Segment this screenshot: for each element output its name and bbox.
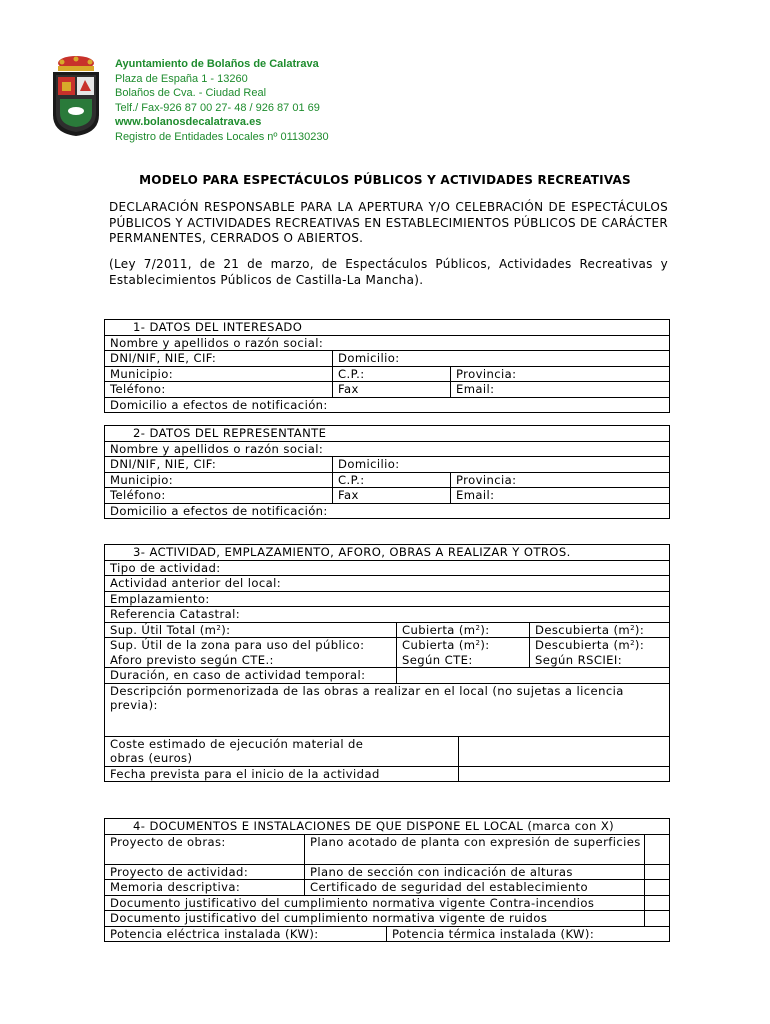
field-actividad-anterior[interactable]: Actividad anterior del local: xyxy=(105,576,670,592)
field-telefono[interactable]: Teléfono: xyxy=(105,382,333,398)
field-cp[interactable]: C.P.: xyxy=(333,366,451,382)
field-provincia[interactable]: Provincia: xyxy=(451,472,670,488)
field-potencia-electrica[interactable]: Potencia eléctrica instalada (KW): xyxy=(105,926,387,942)
field-referencia-catastral[interactable]: Referencia Catastral: xyxy=(105,607,670,623)
org-name: Ayuntamiento de Bolaños de Calatrava xyxy=(115,58,319,70)
field-potencia-termica[interactable]: Potencia térmica instalada (KW): xyxy=(387,926,670,942)
field-descubierta-1[interactable]: Descubierta $(m^2)$: xyxy=(530,622,670,638)
field-municipio[interactable]: Municipio: xyxy=(105,366,333,382)
doc-contraincendios: Documento justificativo del cumplimiento normativa vigente Contra-incendios xyxy=(105,895,645,911)
doc-plano-planta: Plano acotado de planta con expresión de superficies xyxy=(305,834,645,864)
field-provincia[interactable]: Provincia: xyxy=(451,366,670,382)
doc-memoria: Memoria descriptiva: xyxy=(105,880,305,896)
section-1-table xyxy=(104,319,670,413)
field-fax[interactable]: Fax xyxy=(333,382,451,398)
field-cubierta-1[interactable]: Cubierta $(m^2)$: xyxy=(397,622,530,638)
registry-line: Registro de Entidades Locales nº 01130230 xyxy=(115,130,329,143)
intro-paragraph: DECLARACIÓN RESPONSABLE PARA LA APERTURA Y/O CELEBRACIÓN DE ESPECTÁCULOS PÚBLICOS Y ACTIVIDADES RECREATIVAS EN ESTABLECIMIENTOS PÚBLICOS DE CARÁCTER PERMANENTES, CERRADOS O ABIERTOS. xyxy=(109,200,669,246)
municipal-crest-logo xyxy=(50,55,102,137)
checkbox-plano-planta[interactable] xyxy=(645,834,670,864)
field-tipo-actividad[interactable]: Tipo de actividad: xyxy=(105,560,670,576)
doc-proyecto-actividad: Proyecto de actividad: xyxy=(105,864,305,880)
field-aforo[interactable]: Aforo previsto según CTE.: xyxy=(105,653,397,668)
address-line-1: Plaza de España 1 - 13260 xyxy=(115,72,248,85)
field-cp[interactable]: C.P.: xyxy=(333,472,451,488)
field-descripcion-obras[interactable]: Descripción pormenorizada de las obras a realizar en el local (no sujetas a licencia previa): xyxy=(105,683,670,736)
doc-ruidos: Documento justificativo del cumplimiento normativa vigente de ruidos xyxy=(105,911,645,927)
field-notificacion[interactable]: Domicilio a efectos de notificación: xyxy=(105,503,670,519)
doc-plano-seccion: Plano de sección con indicación de alturas xyxy=(305,864,645,880)
section-3-table xyxy=(104,544,670,782)
field-email[interactable]: Email: xyxy=(451,488,670,504)
field-fax[interactable]: Fax xyxy=(333,488,451,504)
website-link[interactable]: www.bolanosdecalatrava.es xyxy=(115,116,262,129)
doc-proyecto-obras: Proyecto de obras: xyxy=(105,834,305,864)
field-domicilio[interactable]: Domicilio: xyxy=(333,351,670,367)
field-municipio[interactable]: Municipio: xyxy=(105,472,333,488)
section-3-heading: 3- ACTIVIDAD, EMPLAZAMIENTO, AFORO, OBRAS A REALIZAR Y OTROS. xyxy=(105,545,670,561)
field-email[interactable]: Email: xyxy=(451,382,670,398)
doc-certificado: Certificado de seguridad del establecimiento xyxy=(305,880,645,896)
field-cubierta-2[interactable]: Cubierta $(m^2)$: xyxy=(397,638,530,653)
field-dni[interactable]: DNI/NIF, NIE, CIF: xyxy=(105,457,333,473)
document-title: MODELO PARA ESPECTÁCULOS PÚBLICOS Y ACTIVIDADES RECREATIVAS xyxy=(139,173,631,187)
field-dni[interactable]: DNI/NIF, NIE, CIF: xyxy=(105,351,333,367)
field-segun-rsciei[interactable]: Según RSCIEI: xyxy=(530,653,670,668)
field-name[interactable]: Nombre y apellidos o razón social: xyxy=(105,335,670,351)
law-reference: (Ley 7/2011, de 21 de marzo, de Espectáculos Públicos, Actividades Recreativas y Establecimientos Públicos de Castilla-La Mancha). xyxy=(109,257,668,287)
field-descubierta-2[interactable]: Descubierta $(m^2)$: xyxy=(530,638,670,653)
field-telefono[interactable]: Teléfono: xyxy=(105,488,333,504)
section-2-heading: 2- DATOS DEL REPRESENTANTE xyxy=(105,426,670,442)
field-sup-util-zona[interactable]: Sup. Útil de la zona para uso del público: xyxy=(105,638,397,653)
field-domicilio[interactable]: Domicilio: xyxy=(333,457,670,473)
field-fecha-value[interactable] xyxy=(459,766,670,782)
field-notificacion[interactable]: Domicilio a efectos de notificación: xyxy=(105,397,670,413)
address-line-2: Bolaños de Cva. - Ciudad Real xyxy=(115,87,267,100)
field-coste-estimado[interactable]: Coste estimado de ejecución material de obras (euros) xyxy=(105,736,459,766)
checkbox-ruidos[interactable] xyxy=(645,911,670,927)
field-fecha-inicio[interactable]: Fecha prevista para el inicio de la actividad xyxy=(105,766,459,782)
field-segun-cte[interactable]: Según CTE: xyxy=(397,653,530,668)
section-1-heading: 1- DATOS DEL INTERESADO xyxy=(105,320,670,336)
field-coste-value[interactable] xyxy=(459,736,670,766)
field-name[interactable]: Nombre y apellidos o razón social: xyxy=(105,441,670,457)
field-sup-util-total[interactable]: Sup. Útil Total $(m^2)$: xyxy=(105,622,397,638)
checkbox-contraincendios[interactable] xyxy=(645,895,670,911)
checkbox-certificado[interactable] xyxy=(645,880,670,896)
checkbox-plano-seccion[interactable] xyxy=(645,864,670,880)
field-emplazamiento[interactable]: Emplazamiento: xyxy=(105,591,670,607)
letterhead xyxy=(115,57,329,145)
section-4-table xyxy=(104,818,670,942)
phone-line: Telf./ Fax-926 87 00 27- 48 / 926 87 01 69 xyxy=(115,101,320,114)
section-2-table xyxy=(104,425,670,519)
section-4-heading: 4- DOCUMENTOS E INSTALACIONES DE QUE DISPONE EL LOCAL (marca con X) xyxy=(105,819,670,835)
field-duracion[interactable]: Duración, en caso de actividad temporal: xyxy=(105,668,397,684)
